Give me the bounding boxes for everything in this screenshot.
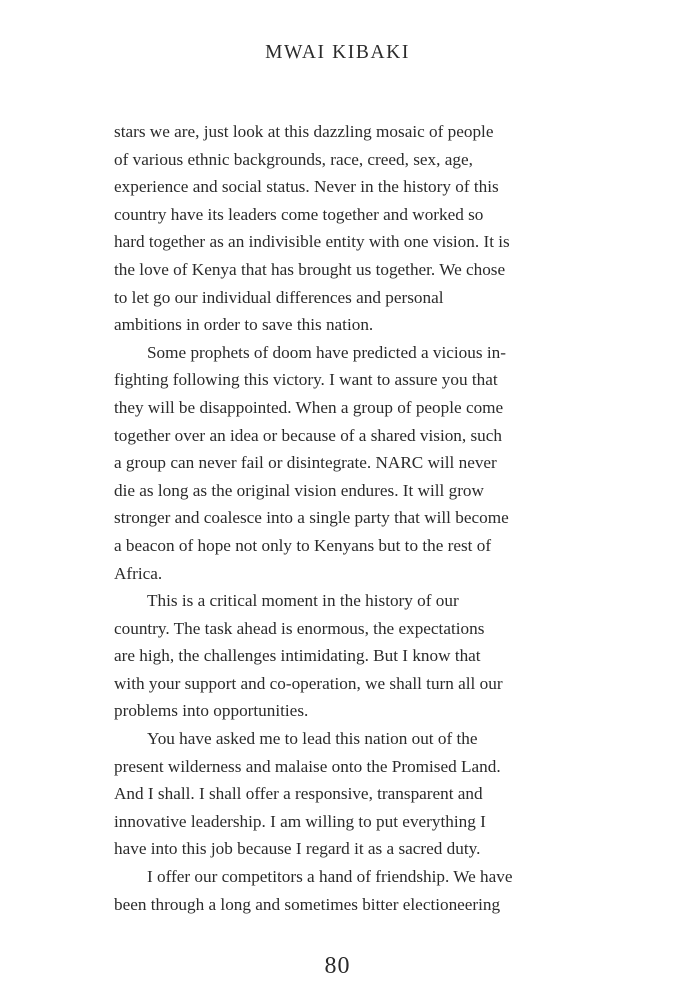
text-line: are high, the challenges intimidating. But I know that (114, 646, 481, 666)
text-line: innovative leadership. I am willing to put everything I (114, 811, 486, 831)
text-line: And I shall. I shall offer a responsive, transparent and (114, 784, 483, 804)
text-line: experience and social status. Never in the history of this (114, 177, 499, 197)
page-number: 80 (324, 953, 351, 979)
text-line: present wilderness and malaise onto the Promised Land. (114, 756, 501, 776)
text-line: a beacon of hope not only to Kenyans but to the rest of (114, 535, 492, 555)
text-line: stars we are, just look at this dazzling mosaic of people (114, 122, 494, 141)
text-line: of various ethnic backgrounds, race, creed, sex, age, (114, 149, 473, 169)
text-line: they will be disappointed. When a group of people come (114, 397, 504, 417)
text-line: stronger and coalesce into a single party that will become (114, 508, 509, 528)
text-line: have into this job because I regard it as a sacred duty. (114, 839, 481, 859)
text-line: You have asked me to lead this nation out of the (147, 729, 478, 749)
text-line: hard together as an indivisible entity with one vision. It is (114, 232, 510, 252)
text-line: together over an idea or because of a shared vision, such (114, 425, 503, 445)
text-line: Africa. (114, 563, 163, 583)
text-line: ambitions in order to save this nation. (114, 315, 374, 335)
text-line: with your support and co-operation, we shall turn all our (114, 673, 503, 693)
text-line: fighting following this victory. I want to assure you that (114, 370, 498, 390)
text-line: the love of Kenya that has brought us together. We chose (114, 259, 506, 279)
text-line: country have its leaders come together and worked so (114, 204, 484, 224)
text-line: a group can never fail or disintegrate. NARC will never (114, 453, 497, 473)
text-line: been through a long and sometimes bitter electioneering (114, 894, 501, 914)
text-line: country. The task ahead is enormous, the expectations (114, 618, 485, 638)
text-line: Some prophets of doom have predicted a vicious in- (147, 342, 506, 362)
text-line: to let go our individual differences and personal (114, 287, 444, 307)
running-head: MWAI KIBAKI (265, 42, 410, 63)
body-text (114, 118, 584, 918)
text-line: problems into opportunities. (114, 701, 309, 721)
text-line: I offer our competitors a hand of friendship. We have (147, 867, 513, 887)
text-line: This is a critical moment in the history of our (147, 591, 459, 611)
text-line: die as long as the original vision endures. It will grow (114, 480, 484, 500)
